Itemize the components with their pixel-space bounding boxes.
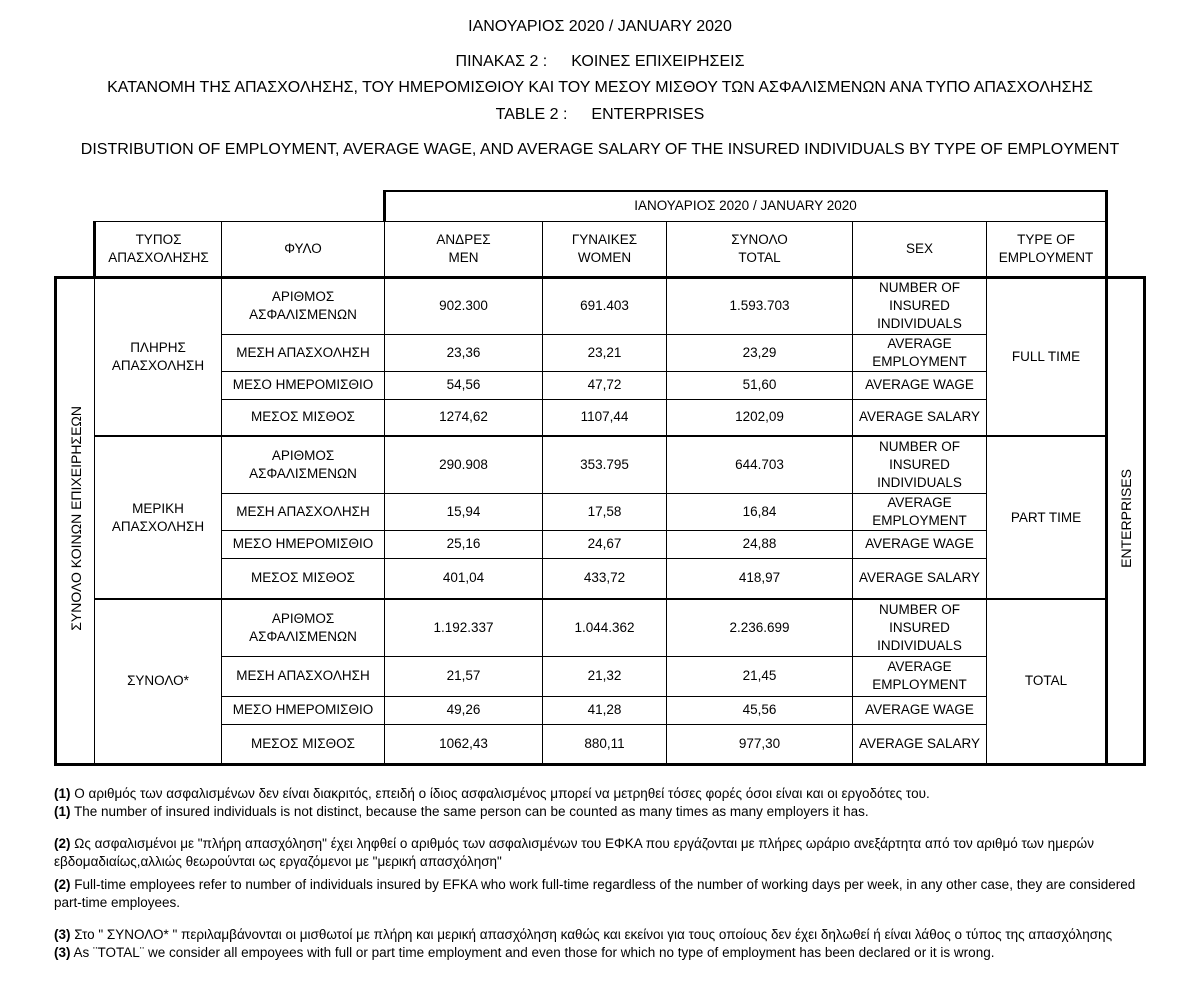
cell-total: 644.703 — [667, 436, 853, 493]
group-label-en-part-time: PART TIME — [987, 436, 1107, 599]
note-2-en: (2) Full-time employees refer to number of individuals insured by EFKA who work full-time regardless of the number of working days per week, in any other case, they are considered part-time employees. — [54, 877, 1136, 910]
cell-total: 1202,09 — [667, 399, 853, 436]
cell-men: 1062,43 — [385, 724, 543, 764]
cell-women: 1.044.362 — [543, 599, 667, 656]
cell-men: 902.300 — [385, 277, 543, 334]
row-label-en: NUMBER OF INSURED INDIVIDUALS — [853, 436, 987, 493]
cell-women: 880,11 — [543, 724, 667, 764]
cell-total: 23,29 — [667, 334, 853, 371]
table-row — [56, 436, 1145, 493]
cell-women: 353.795 — [543, 436, 667, 493]
cell-men: 25,16 — [385, 530, 543, 558]
group-label-gr-part-time: ΜΕΡΙΚΗ ΑΠΑΣΧΟΛΗΣΗ — [95, 436, 222, 599]
row-label-gr: ΜΕΣΟ ΗΜΕΡΟΜΙΣΘΙΟ — [222, 530, 385, 558]
period-header: ΙΑΝΟΥΑΡΙΟΣ 2020 / JANUARY 2020 — [385, 191, 1107, 221]
row-label-gr: ΑΡΙΘΜΟΣ ΑΣΦΑΛΙΣΜΕΝΩΝ — [222, 599, 385, 656]
cell-total: 16,84 — [667, 493, 853, 530]
col-sex-en-header: SEX — [853, 221, 987, 277]
footnotes — [54, 785, 1154, 962]
row-label-en: AVERAGE SALARY — [853, 399, 987, 436]
cell-men: 1.192.337 — [385, 599, 543, 656]
cell-men: 54,56 — [385, 371, 543, 399]
group-label-gr-full-time: ΠΛΗΡΗΣ ΑΠΑΣΧΟΛΗΣΗ — [95, 277, 222, 436]
group-label-en-total: TOTAL — [987, 599, 1107, 764]
note-3-en: (3) As ¨TOTAL¨ we consider all empoyees with full or part time employment and even those for which no type of employment has been declared or it is wrong. — [54, 945, 995, 960]
cell-men: 401,04 — [385, 558, 543, 599]
employment-table — [54, 190, 1146, 766]
right-side-label-cell — [1107, 277, 1145, 764]
period-title: ΙΑΝΟΥΑΡΙΟΣ 2020 / JANUARY 2020 — [468, 18, 732, 35]
row-label-gr: ΜΕΣΟ ΗΜΕΡΟΜΙΣΘΙΟ — [222, 371, 385, 399]
cell-men: 21,57 — [385, 656, 543, 696]
cell-men: 1274,62 — [385, 399, 543, 436]
cell-women: 41,28 — [543, 696, 667, 724]
row-label-gr: ΜΕΣΗ ΑΠΑΣΧΟΛΗΣΗ — [222, 334, 385, 371]
col-type-en-header: TYPE OF EMPLOYMENT — [987, 221, 1107, 277]
cell-women: 21,32 — [543, 656, 667, 696]
row-label-en: AVERAGE EMPLOYMENT — [853, 334, 987, 371]
row-label-en: AVERAGE WAGE — [853, 696, 987, 724]
note-2-gr: (2) Ως ασφαλισμένοι με "πλήρη απασχόληση" έχει ληφθεί ο αριθμός των ασφαλισμένων του ΕΦΚΑ που εργάζονται με πλήρες ωράριο ανεξάρτητα από τον αριθμό των ημερών εβδομαδιαίως,αλλιώς θεωρούνται ως εργαζόμενοι με "μερική απασχόληση" — [54, 836, 1094, 869]
cell-total: 24,88 — [667, 530, 853, 558]
row-label-en: AVERAGE SALARY — [853, 558, 987, 599]
group-label-en-full-time: FULL TIME — [987, 277, 1107, 436]
row-label-en: AVERAGE EMPLOYMENT — [853, 493, 987, 530]
col-total-header: ΣΥΝΟΛΟ TOTAL — [667, 221, 853, 277]
right-side-label: ENTERPRISES — [1117, 468, 1134, 568]
col-women-header: ΓΥΝΑΙΚΕΣ WOMEN — [543, 221, 667, 277]
cell-total: 418,97 — [667, 558, 853, 599]
cell-total: 977,30 — [667, 724, 853, 764]
note-3-gr: (3) Στο " ΣΥΝΟΛΟ* " περιλαμβάνονται οι μισθωτοί με πλήρη και μερική απασχόληση καθώς και εκείνοι για τους οποίους δεν έχει δηλωθεί ή είναι λάθος ο τύπος της απασχόλησης — [54, 927, 1113, 942]
subtitle-gr: ΚΑΤΑΝΟΜΗ ΤΗΣ ΑΠΑΣΧΟΛΗΣΗΣ, ΤΟΥ ΗΜΕΡΟΜΙΣΘΙΟΥ ΚΑΙ ΤΟΥ ΜΕΣΟΥ ΜΙΣΘΟΥ ΤΩΝ ΑΣΦΑΛΙΣΜΕΝΩΝ ΑΝΑ ΤΥΠΟ ΑΠΑΣΧΟΛΗΣΗΣ — [107, 79, 1093, 96]
cell-women: 24,67 — [543, 530, 667, 558]
cell-total: 1.593.703 — [667, 277, 853, 334]
row-label-gr: ΜΕΣΟΣ ΜΙΣΘΟΣ — [222, 724, 385, 764]
row-label-gr: ΑΡΙΘΜΟΣ ΑΣΦΑΛΙΣΜΕΝΩΝ — [222, 436, 385, 493]
cell-men: 23,36 — [385, 334, 543, 371]
row-label-gr: ΜΕΣΟ ΗΜΕΡΟΜΙΣΘΙΟ — [222, 696, 385, 724]
period-header-row — [56, 191, 1145, 221]
table-title-gr — [0, 53, 1200, 71]
left-side-label: ΣΥΝΟΛΟ ΚΟΙΝΩΝ ΕΠΙΧΕΙΡΗΣΕΩΝ — [67, 405, 84, 631]
row-label-en: AVERAGE SALARY — [853, 724, 987, 764]
cell-women: 691.403 — [543, 277, 667, 334]
left-side-label-cell — [56, 277, 95, 764]
cell-women: 47,72 — [543, 371, 667, 399]
table-name-en: ENTERPRISES — [591, 106, 705, 123]
row-label-gr: ΜΕΣΟΣ ΜΙΣΘΟΣ — [222, 558, 385, 599]
row-label-en: AVERAGE EMPLOYMENT — [853, 656, 987, 696]
cell-total: 45,56 — [667, 696, 853, 724]
cell-men: 49,26 — [385, 696, 543, 724]
cell-women: 23,21 — [543, 334, 667, 371]
col-type-gr-header: ΤΥΠΟΣ ΑΠΑΣΧΟΛΗΣΗΣ — [95, 221, 222, 277]
table-body — [56, 277, 1145, 764]
cell-men: 15,94 — [385, 493, 543, 530]
row-label-gr: ΜΕΣΟΣ ΜΙΣΘΟΣ — [222, 399, 385, 436]
row-label-en: NUMBER OF INSURED INDIVIDUALS — [853, 599, 987, 656]
subtitle-en: DISTRIBUTION OF EMPLOYMENT, AVERAGE WAGE, AND AVERAGE SALARY OF THE INSURED INDIVIDUALS BY TYPE OF EMPLOYMENT — [80, 141, 1120, 158]
row-label-en: AVERAGE WAGE — [853, 371, 987, 399]
table-row — [56, 599, 1145, 656]
cell-total: 51,60 — [667, 371, 853, 399]
row-label-gr: ΜΕΣΗ ΑΠΑΣΧΟΛΗΣΗ — [222, 493, 385, 530]
table-name-gr: ΚΟΙΝΕΣ ΕΠΙΧΕΙΡΗΣΕΙΣ — [571, 53, 745, 70]
cell-women: 1107,44 — [543, 399, 667, 436]
table-title-en — [0, 106, 1200, 124]
note-1-gr: (1) Ο αριθμός των ασφαλισμένων δεν είναι διακριτός, επειδή ο ίδιος ασφαλισμένος μπορεί να μετρηθεί τόσες φορές όσοι είναι και οι εργοδότες του. — [54, 786, 930, 801]
column-header-row — [56, 221, 1145, 277]
row-label-en: AVERAGE WAGE — [853, 530, 987, 558]
cell-men: 290.908 — [385, 436, 543, 493]
table-row — [56, 277, 1145, 334]
col-sex-gr-header: ΦΥΛΟ — [222, 221, 385, 277]
row-label-en: NUMBER OF INSURED INDIVIDUALS — [853, 277, 987, 334]
cell-women: 433,72 — [543, 558, 667, 599]
row-label-gr: ΑΡΙΘΜΟΣ ΑΣΦΑΛΙΣΜΕΝΩΝ — [222, 277, 385, 334]
table-number-gr: ΠΙΝΑΚΑΣ 2 : — [455, 53, 548, 70]
cell-total: 2.236.699 — [667, 599, 853, 656]
cell-women: 17,58 — [543, 493, 667, 530]
col-men-header: ΑΝΔΡΕΣ MEN — [385, 221, 543, 277]
table-number-en: TABLE 2 : — [495, 106, 568, 123]
group-label-gr-total: ΣΥΝΟΛΟ* — [95, 599, 222, 764]
note-1-en: (1) The number of insured individuals is not distinct, because the same person can be counted as many times as many employers it has. — [54, 804, 869, 819]
cell-total: 21,45 — [667, 656, 853, 696]
row-label-gr: ΜΕΣΗ ΑΠΑΣΧΟΛΗΣΗ — [222, 656, 385, 696]
